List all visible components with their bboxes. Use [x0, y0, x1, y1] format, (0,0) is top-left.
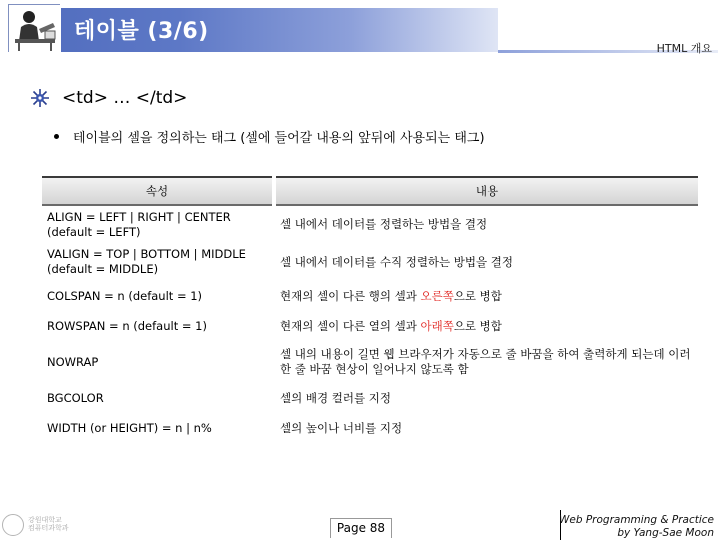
- attr-cell: COLSPAN = n (default = 1): [47, 288, 203, 303]
- desc-text: 현재의 셀이 다른 열의 셀과: [280, 318, 421, 333]
- attr-cell: NOWRAP: [47, 354, 99, 369]
- desc-cell: 셀 내에서 데이터를 정렬하는 방법을 결정: [280, 217, 488, 232]
- main-bullet: [30, 88, 187, 108]
- university-logo: [2, 512, 72, 538]
- table-row: [42, 311, 698, 341]
- university-seal-icon: [2, 514, 24, 536]
- table-row: [42, 281, 698, 311]
- highlight-text: 아래쪽: [420, 318, 454, 333]
- attr-cell: ROWSPAN = n (default = 1): [47, 318, 207, 333]
- attr-cell: WIDTH (or HEIGHT) = n | n%: [47, 420, 212, 435]
- attr-cell: VALIGN = TOP | BOTTOM | MIDDLE (default = MIDDLE): [47, 247, 246, 276]
- attribute-table: [42, 176, 698, 443]
- main-bullet-text: <td> … </td>: [62, 88, 188, 108]
- table-row: [42, 205, 698, 243]
- bullet-dot-icon: [54, 134, 59, 139]
- attr-cell: BGCOLOR: [47, 390, 104, 405]
- attr-cell: ALIGN = LEFT | RIGHT | CENTER (default = LEFT): [47, 209, 231, 239]
- desc-cell: 셀 내의 내용이 길면 웹 브라우저가 자동으로 줄 바꿈을 하여 출력하게 되는데 이러한 줄 바꿈 현상이 일어나지 않도록 함: [280, 347, 691, 376]
- star-burst-icon: [30, 88, 50, 108]
- desc-cell: 셀의 배경 컬러를 지정: [280, 390, 391, 405]
- header-description: 내용: [274, 177, 698, 205]
- table-row: [42, 341, 698, 383]
- highlight-text: 오른쪽: [420, 288, 454, 303]
- person-at-desk-icon: [8, 4, 60, 52]
- sub-bullet: [54, 127, 485, 146]
- page-title: 테이블 (3/6): [74, 19, 209, 44]
- credit-line-1: Web Programming & Practice: [558, 514, 714, 526]
- table-row: [42, 383, 698, 413]
- table-row: [42, 413, 698, 443]
- desc-cell: 셀의 높이나 너비를 지정: [280, 420, 403, 435]
- logo-line-1: 강원대학교: [28, 516, 62, 525]
- credit-line-2: by Yang-Sae Moon: [617, 526, 714, 539]
- table-row: [42, 243, 698, 281]
- desc-cell: 셀 내에서 데이터를 수직 정렬하는 방법을 결정: [280, 254, 514, 269]
- sub-bullet-text: 테이블의 셀을 정의하는 태그 (셀에 들어갈 내용의 앞뒤에 사용되는 태그): [73, 131, 485, 146]
- credit: [559, 514, 714, 539]
- desc-text: 현재의 셀이 다른 행의 셀과: [280, 288, 421, 303]
- logo-line-2: 컴퓨터과학과: [28, 524, 69, 532]
- desc-cell: [274, 281, 698, 311]
- header-attribute: 속성: [42, 177, 274, 205]
- desc-cell: [274, 311, 698, 341]
- page-number: Page 88: [330, 518, 392, 538]
- logo-text: [28, 517, 69, 532]
- desc-text: 으로 병합: [453, 318, 502, 333]
- section-label: HTML 개요: [656, 42, 712, 55]
- desc-text: 으로 병합: [453, 288, 502, 303]
